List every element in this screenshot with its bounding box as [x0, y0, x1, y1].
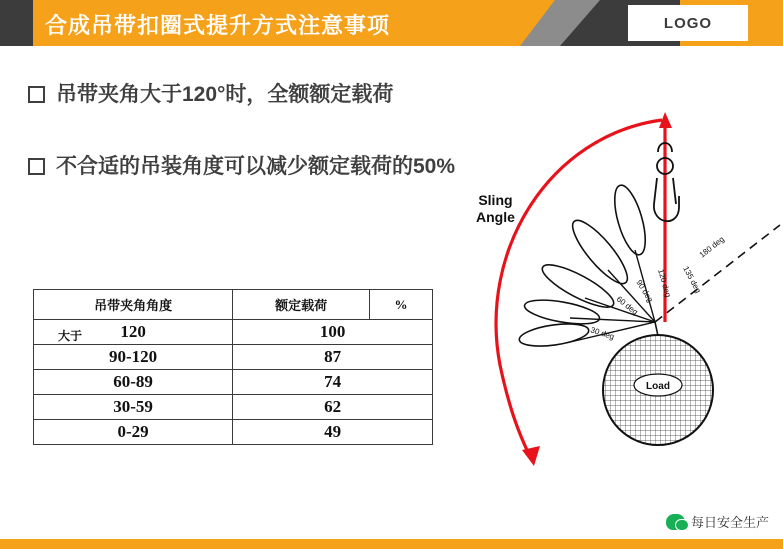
angle-label-120: 120 deg: [656, 268, 673, 299]
header-left-accent: [0, 0, 33, 46]
sling-angle-label-line1: Sling: [478, 192, 513, 208]
load-label: Load: [646, 381, 670, 392]
cell-angle-value: 120: [120, 322, 146, 341]
cell-angle: 0-29: [34, 420, 233, 445]
footer-brand: [666, 512, 769, 531]
footer-accent-bar: [0, 539, 783, 549]
square-bullet-icon: [28, 158, 45, 175]
bullet-text: 不合适的吊装角度可以减少额定载荷的50%: [56, 155, 456, 178]
load-ball: [603, 322, 713, 445]
column-header-load: 额定载荷: [233, 290, 370, 320]
table-row: [34, 320, 433, 345]
cell-angle: 30-59: [34, 395, 233, 420]
table-header-row: [34, 290, 433, 320]
sling-angle-label-line2: Angle: [476, 209, 515, 225]
angle-labels: [589, 235, 726, 342]
sling-loops: [518, 182, 652, 350]
cell-load: 100: [233, 320, 433, 345]
square-bullet-icon: [28, 86, 45, 103]
wechat-icon: [666, 514, 685, 530]
column-header-percent: %: [370, 290, 433, 320]
logo: LOGO: [628, 5, 748, 41]
page-title: 合成吊带扣圈式提升方式注意事项: [45, 13, 391, 38]
cell-load: 74: [233, 370, 433, 395]
column-header-angle: 吊带夹角角度: [34, 290, 233, 320]
bullet-text: 吊带夹角大于120°时，全额额定载荷: [56, 83, 394, 106]
cell-load: 62: [233, 395, 433, 420]
angle-label-90: 90 deg: [634, 278, 655, 304]
angle-label-180: 180 deg: [697, 234, 727, 260]
table-row: [34, 345, 433, 370]
footer-brand-text: 每日安全生产: [690, 515, 769, 530]
cell-angle-prefix: 大于: [58, 329, 83, 343]
cell-angle: 90-120: [34, 345, 233, 370]
cell-angle: [34, 320, 233, 345]
table-row: [34, 395, 433, 420]
cell-load: 87: [233, 345, 433, 370]
cell-load: 49: [233, 420, 433, 445]
sling-angle-label: [476, 192, 515, 226]
angle-label-60: 60 deg: [614, 294, 640, 317]
rated-load-table: [33, 289, 433, 445]
bullet-item: [28, 150, 455, 180]
slide-footer: [0, 493, 783, 549]
angle-label-30: 30 deg: [589, 325, 616, 342]
angle-label-135: 135 deg: [681, 264, 703, 295]
table-row: [34, 420, 433, 445]
table-row: [34, 370, 433, 395]
bullet-item: [28, 78, 393, 108]
slide-header: [0, 0, 783, 46]
sling-angle-diagram: [430, 100, 783, 495]
cell-angle: 60-89: [34, 370, 233, 395]
